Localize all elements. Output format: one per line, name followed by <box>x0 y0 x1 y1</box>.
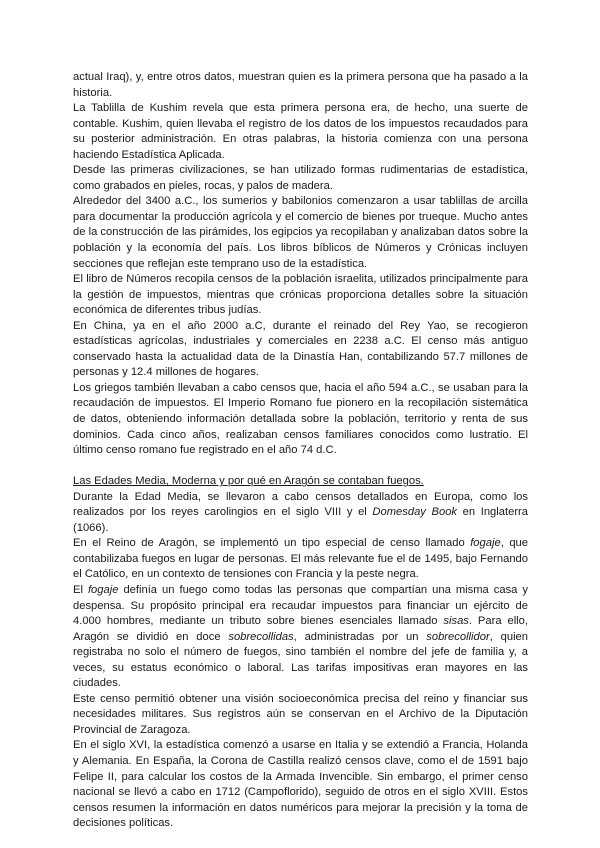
text-run: . Para ello, Aragón se dividió en doce <box>73 615 528 643</box>
text-run: Durante la Edad Media, se llevaron a cabo censos detallados en Europa, como los realizados por los reyes carolingios en el siglo VIII y el <box>73 490 528 519</box>
body-paragraph <box>73 163 528 194</box>
text-run: Los griegos también llevaban a cabo censos que, hacia el año 594 a.C., se usaban para la recaudación de impuestos. El Imperio Romano fue pionero en la recopilación sistemática de datos, obteniendo información detallada sobre la población, territorio y renta de sus dominios. Cada cinco años, realizaban censos familiares conocidos como lustratio. El último censo romano fue registrado en el año 74 d.C. <box>73 381 528 457</box>
text-run: La Tablilla de Kushim revela que esta primera persona era, de hecho, una suerte de contable. Kushim, quien llevaba el registro de los datos de los impuestos recaudados para su posterior administración. En otras palabras, la historia comienza con una persona haciendo Estadística Aplicada. <box>73 102 528 161</box>
italic-term: Domesday Book <box>372 506 458 519</box>
text-run: Desde las primeras civilizaciones, se han utilizado formas rudimentarias de estadística, como grabados en pieles, rocas, y palos de madera. <box>73 164 528 192</box>
text-run: El <box>73 584 88 596</box>
text-run: , administradas por un <box>293 630 427 643</box>
body-paragraph <box>73 319 528 381</box>
italic-term: sisas <box>443 615 469 628</box>
body-paragraph <box>73 490 528 537</box>
text-run: El libro de Números recopila censos de la población israelita, utilizados principalmente para la gestión de impuestos, mientras que crónicas proporciona detalles sobre la situación económica de diferentes tribus judías. <box>73 273 528 317</box>
italic-term: sobrecollidor <box>426 630 490 643</box>
text-run: definía un fuego como todas las personas que compartían una misma casa y despensa. Su propósito principal era recaudar impuestos para financiar un ejército de 4.000 hombres, mediante un tributo sobre bienes esenciales llamado <box>73 584 528 628</box>
body-paragraph <box>73 583 528 692</box>
body-paragraph <box>73 738 528 831</box>
body-paragraph <box>73 194 528 272</box>
italic-term: fogaje <box>87 584 119 596</box>
text-run: En China, ya en el año 2000 a.C, durante el reinado del Rey Yao, se recogieron estadísticas agrícolas, industriales y comerciales en 2238 a.C. El censo más antiguo conservado hasta la actualidad data de la Dinastía Han, contabilizando 57.7 millones de personas y 12.4 millones de hogares. <box>73 319 528 379</box>
text-run: En el siglo XVI, la estadística comenzó a usarse en Italia y se extendió a Francia, Holanda y Alemania. En España, la Corona de Castilla realizó censos clave, como el de 1591 bajo Felipe II, para calcular los costos de la Armada Invencible. Sin embargo, el primer censo nacional se llevó a cabo en 1712 (Campoflorido), seguido de otros en el siglo XVIII. Estos censos resumen la información en datos numéricos para mejorar la precisión y la toma de decisiones políticas. <box>73 739 528 830</box>
text-run: actual Iraq), y, entre otros datos, muestran quien es la primera persona que ha pasado a la historia. <box>73 71 528 99</box>
text-run: , quien registraba no solo el número de fuegos, sino también el nombre del jefe de familia y, a veces, su estatus económico o laboral. Las tarifas impositivas eran mayores en las ciudades. <box>73 630 528 690</box>
text-run: En el Reino de Aragón, se implementó un tipo especial de censo llamado <box>73 537 471 550</box>
italic-term: fogaje <box>470 537 501 550</box>
body-paragraph <box>73 70 528 101</box>
body-paragraph <box>73 272 528 319</box>
body-paragraph <box>73 692 528 739</box>
text-run: , que contabilizaba fuegos en lugar de personas. El más relevante fue el de 1495, bajo Fernando el Católico, en un contexto de tensiones con Francia y la peste negra. <box>73 537 528 581</box>
paragraph-spacer <box>73 459 528 475</box>
section-heading <box>73 474 528 490</box>
document-page <box>73 70 528 832</box>
body-paragraph <box>73 101 528 163</box>
text-run: Este censo permitió obtener una visión socioeconómica precisa del reino y financiar sus necesidades militares. Sus registros aún se conservan en el Archivo de la Diputación Provincial de Zaragoza. <box>73 692 528 736</box>
text-run: Las Edades Media, Moderna y por qué en Aragón se contaban fuegos. <box>73 475 424 488</box>
italic-term: sobrecollidas <box>228 630 294 643</box>
body-paragraph <box>73 536 528 583</box>
text-run: Alrededor del 3400 a.C., los sumerios y babilonios comenzaron a usar tablillas de arcilla para documentar la producción agrícola y el comercio de bienes por trueque. Mucho antes de la construcción de las pirámides, los egipcios ya recopilaban y analizaban datos sobre la población y la economía del país. Los libros bíblicos de Números y Crónicas incluyen secciones que reflejan este temprano uso de la estadística. <box>73 195 528 270</box>
body-paragraph <box>73 381 528 459</box>
text-run: en Inglaterra (1066). <box>73 506 528 534</box>
